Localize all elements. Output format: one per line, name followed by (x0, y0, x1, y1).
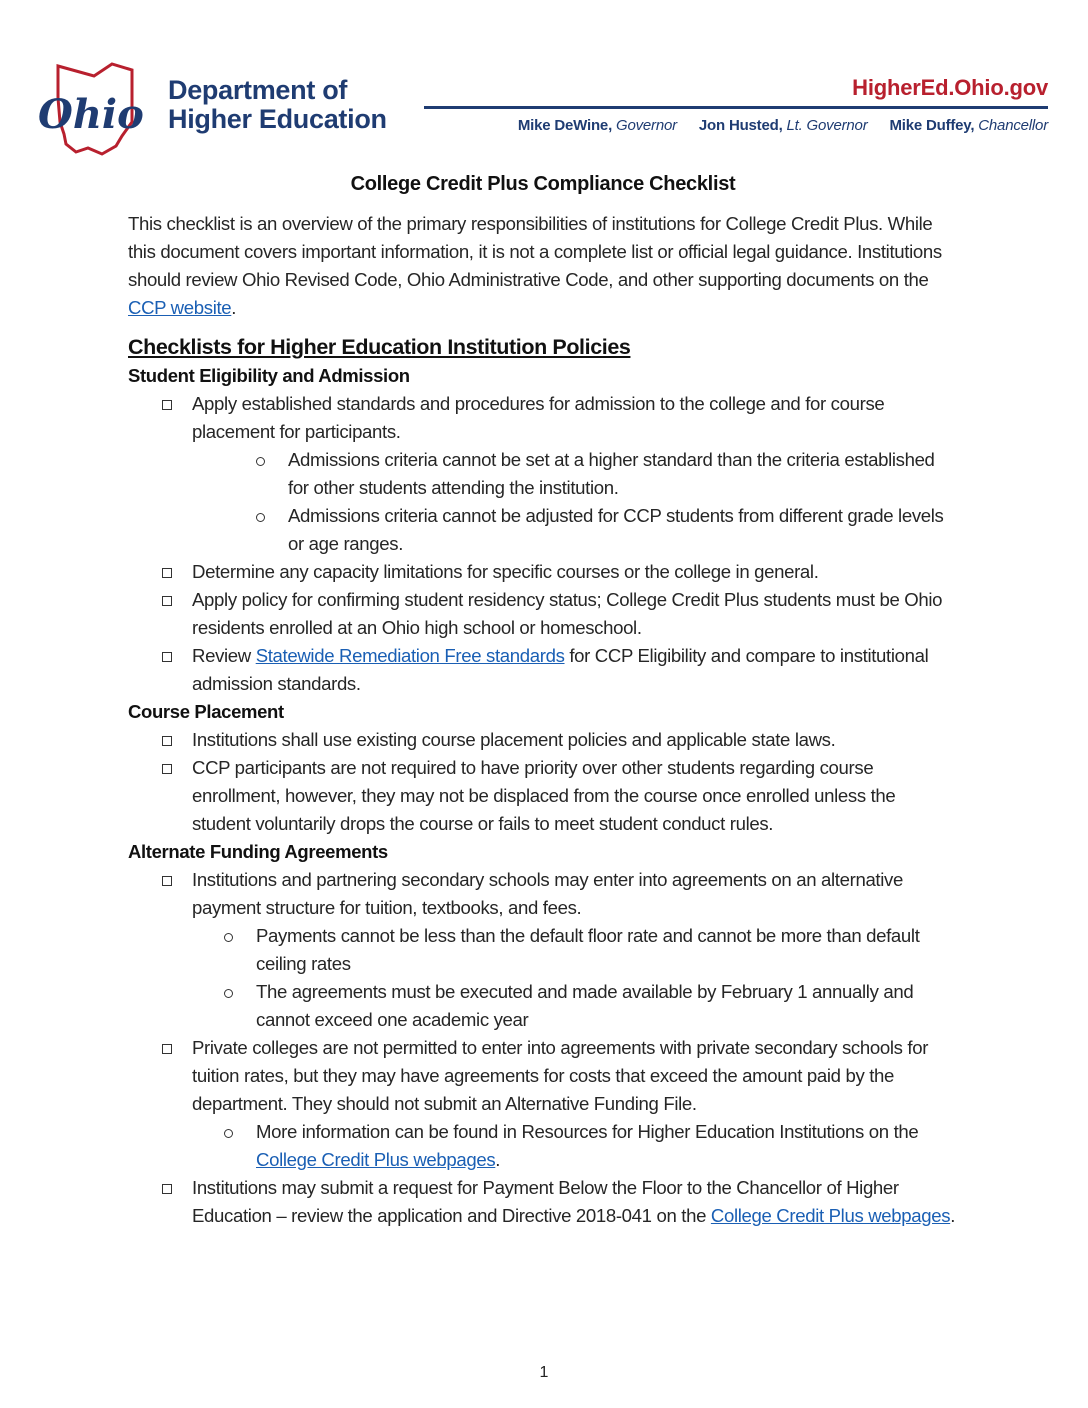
section-heading: Checklists for Higher Education Institution Policies (128, 335, 631, 359)
official-governor: Mike DeWine, Governor (517, 117, 677, 134)
ccp-website-link[interactable]: CCP website (128, 297, 232, 318)
department-name (168, 76, 387, 134)
checklist-subitem: Admissions criteria cannot be set at a higher standard than the criteria established for other students attending the institution. (128, 446, 958, 502)
checklist-item: Determine any capacity limitations for specific courses or the college in general. (128, 558, 958, 586)
header-divider (424, 106, 1048, 109)
checkbox-icon[interactable] (162, 596, 172, 606)
checklist-subitem: Payments cannot be less than the default floor rate and cannot be more than default ceiling rates (128, 922, 958, 978)
remediation-free-standards-link[interactable]: Statewide Remediation Free standards (255, 645, 565, 666)
checkbox-icon[interactable] (162, 1044, 172, 1054)
checklist-item: Review Statewide Remediation Free standards for CCP Eligibility and compare to institutional admission standards. (128, 642, 958, 698)
checklist-item: CCP participants are not required to have priority over other students regarding course enrollment, however, they may not be displaced from the course once enrolled unless the student voluntarily drops the course or fails to meet student conduct rules. (128, 754, 958, 838)
document-body (128, 170, 958, 1230)
checklist-subitem: Admissions criteria cannot be adjusted for CCP students from different grade levels or age ranges. (128, 502, 958, 558)
circle-bullet-icon (224, 1129, 233, 1138)
checklist-subitem: The agreements must be executed and made available by February 1 annually and cannot exceed one academic year (128, 978, 958, 1034)
checklist-item: Institutions and partnering secondary schools may enter into agreements on an alternative payment structure for tuition, textbooks, and fees. (128, 866, 958, 922)
checklist-item: Private colleges are not permitted to enter into agreements with private secondary schools for tuition rates, but they may have agreements for costs that exceed the amount paid by the department. They should not submit an Alternative Funding File. (128, 1034, 958, 1118)
checkbox-icon[interactable] (162, 400, 172, 410)
official-lt-governor: Jon Husted, Lt. Governor (698, 117, 868, 134)
checklist-item: Apply established standards and procedures for admission to the college and for course placement for participants. (128, 390, 958, 446)
ccp-webpages-link[interactable]: College Credit Plus webpages (710, 1205, 951, 1226)
subheading-student-eligibility: Student Eligibility and Admission (128, 365, 410, 386)
checklist-item: Institutions may submit a request for Payment Below the Floor to the Chancellor of Higher Education – review the application and Directive 2018-041 on the College Credit Plus webpages. (128, 1174, 958, 1230)
circle-bullet-icon (224, 933, 233, 942)
checklist-subitem: More information can be found in Resources for Higher Education Institutions on the College Credit Plus webpages. (128, 1118, 958, 1174)
checkbox-icon[interactable] (162, 736, 172, 746)
checkbox-icon[interactable] (162, 1184, 172, 1194)
department-line-1: Department of (168, 75, 348, 105)
department-line-2: Higher Education (168, 104, 387, 134)
official-chancellor: Mike Duffey, Chancellor (889, 117, 1048, 134)
checkbox-icon[interactable] (162, 764, 172, 774)
ohio-logo (36, 62, 154, 158)
subheading-alternate-funding: Alternate Funding Agreements (128, 841, 388, 862)
website-link[interactable]: HigherEd.Ohio.gov (852, 75, 1048, 100)
ohio-script-text: Ohio (38, 91, 144, 138)
checkbox-icon[interactable] (162, 876, 172, 886)
ccp-webpages-link[interactable]: College Credit Plus webpages (256, 1149, 496, 1170)
document-title: College Credit Plus Compliance Checklist (350, 173, 736, 195)
circle-bullet-icon (224, 989, 233, 998)
officials-list (500, 117, 1048, 134)
intro-paragraph: This checklist is an overview of the primary responsibilities of institutions for College Credit Plus. While this document covers important information, it is not a complete list or official legal guidance. Institutions should review Ohio Revised Code, Ohio Administrative Code, and other supporting documents on the CCP website. (128, 213, 942, 318)
checklist-item: Apply policy for confirming student residency status; College Credit Plus students must be Ohio residents enrolled at an Ohio high school or homeschool. (128, 586, 958, 642)
circle-bullet-icon (256, 513, 265, 522)
checklist-item: Institutions shall use existing course placement policies and applicable state laws. (128, 726, 958, 754)
checkbox-icon[interactable] (162, 652, 172, 662)
checkbox-icon[interactable] (162, 568, 172, 578)
circle-bullet-icon (256, 457, 265, 466)
page-number: 1 (539, 1364, 549, 1381)
subheading-course-placement: Course Placement (128, 701, 284, 722)
